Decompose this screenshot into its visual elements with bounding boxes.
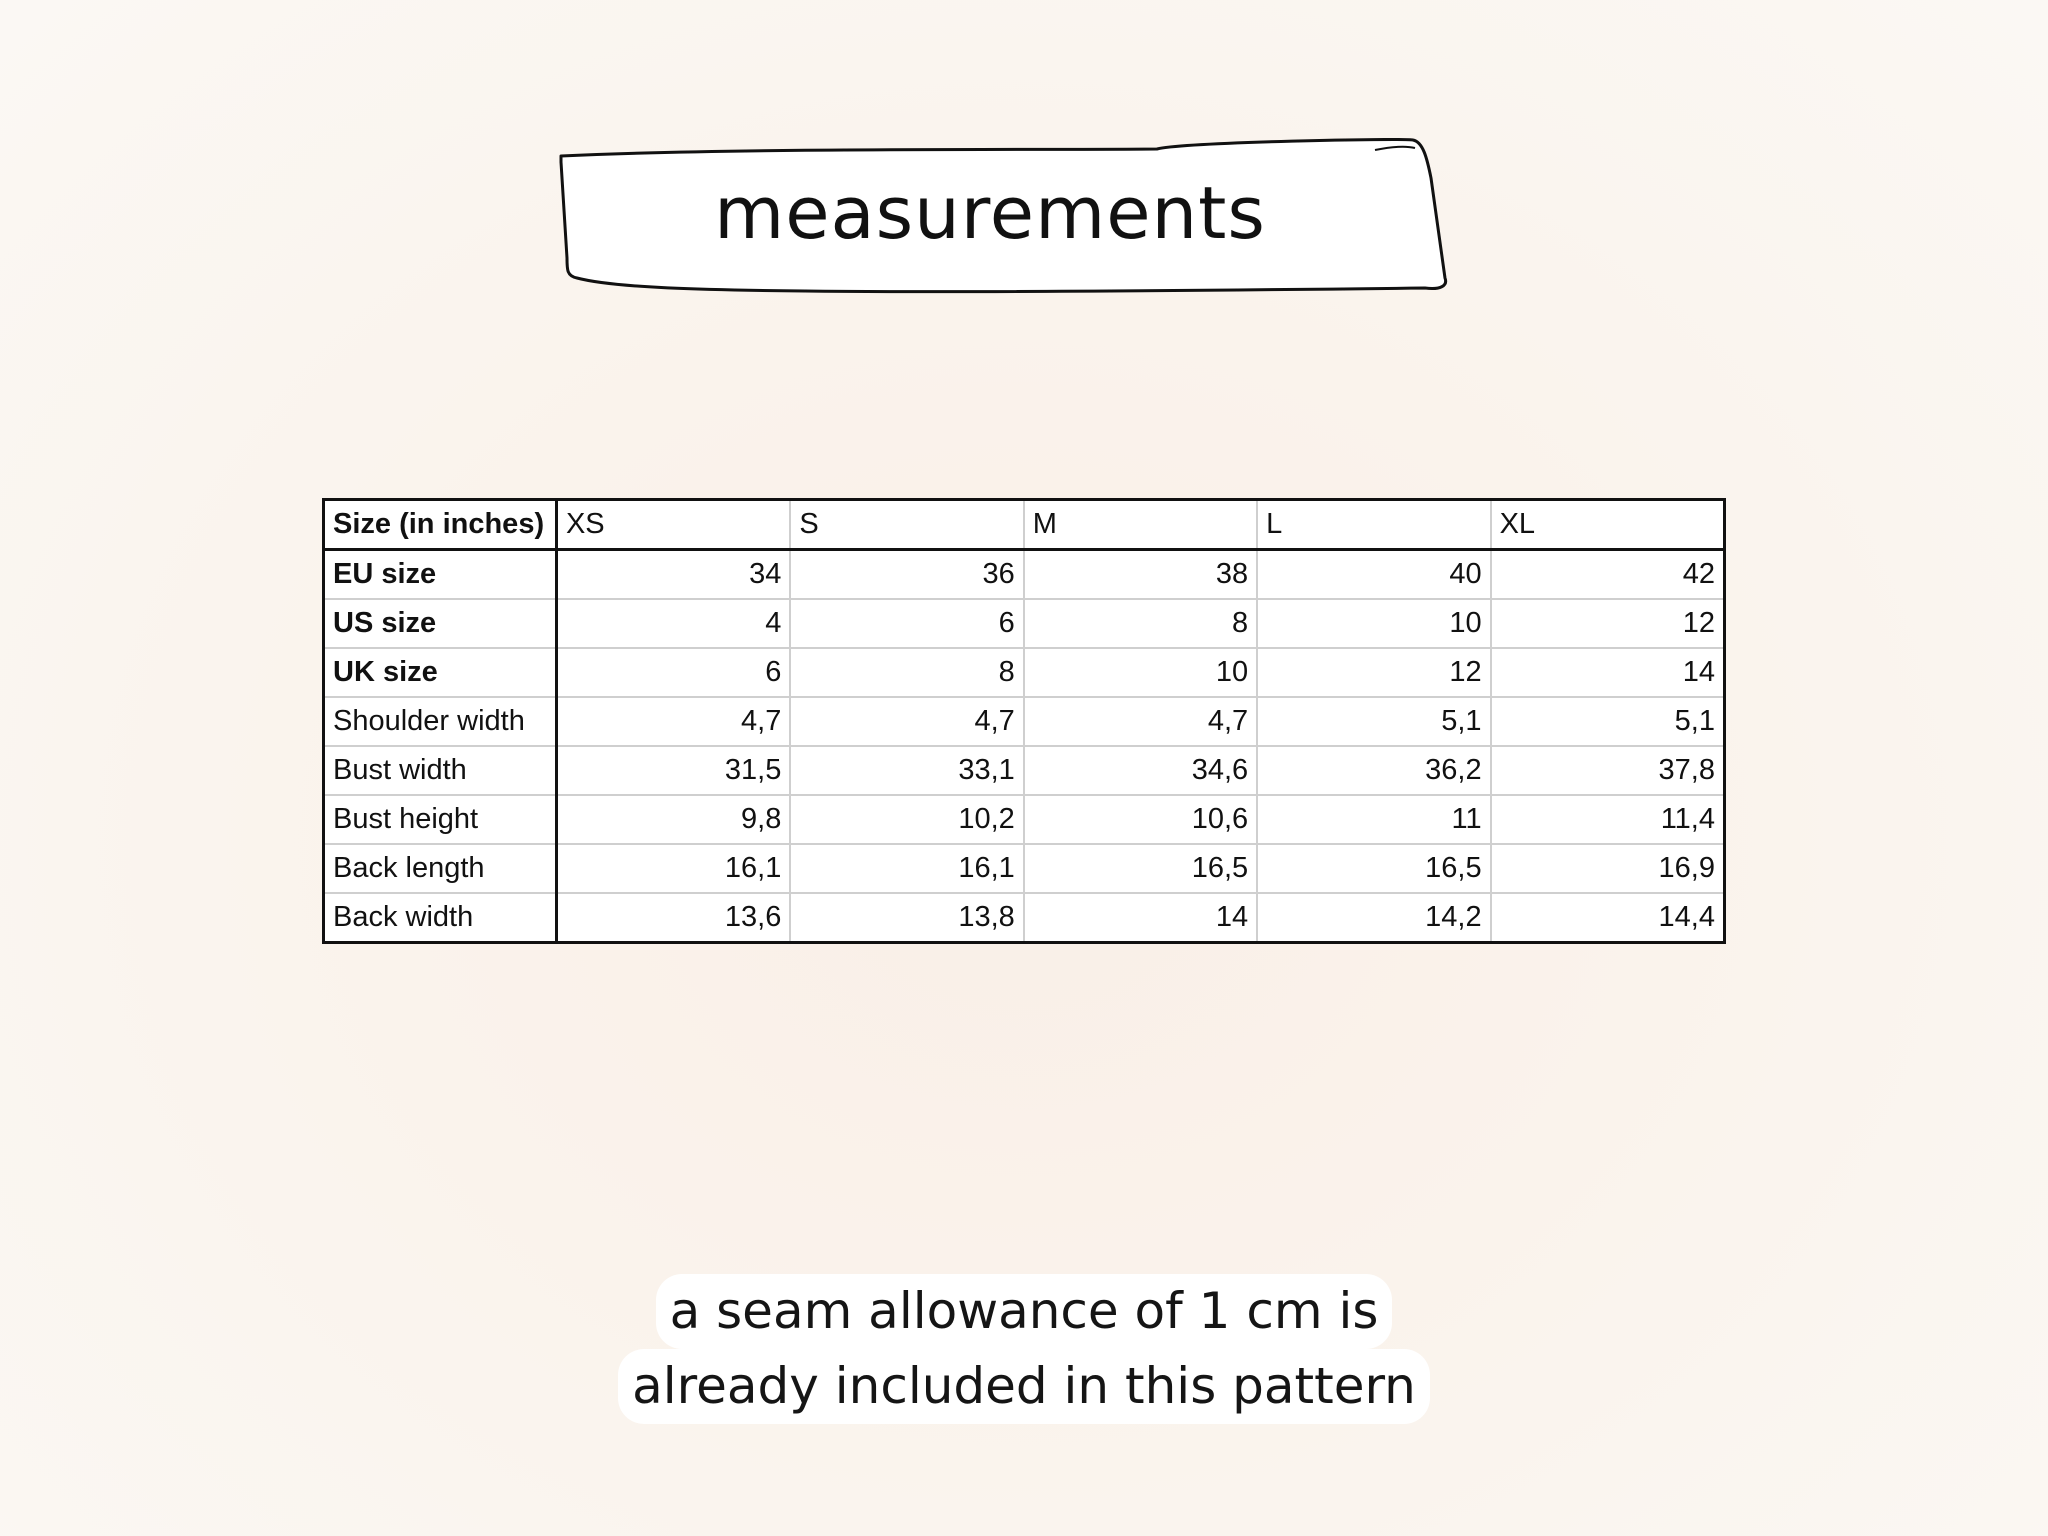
table-cell: 9,8 [556, 795, 790, 844]
table-cell: 16,5 [1024, 844, 1257, 893]
row-label: Bust width [324, 746, 557, 795]
title-banner [555, 138, 1450, 298]
table-cell: 14 [1491, 648, 1725, 697]
table-cell: 38 [1024, 550, 1257, 600]
table-row [324, 844, 1725, 893]
header-cell: XL [1491, 500, 1725, 550]
table-row [324, 648, 1725, 697]
table-cell: 5,1 [1491, 697, 1725, 746]
header-cell: XS [556, 500, 790, 550]
row-label: Back width [324, 893, 557, 943]
measurements-table [322, 498, 1726, 944]
table-cell: 13,8 [790, 893, 1023, 943]
table-cell: 37,8 [1491, 746, 1725, 795]
table-cell: 8 [790, 648, 1023, 697]
table-cell: 36,2 [1257, 746, 1490, 795]
table-cell: 16,5 [1257, 844, 1490, 893]
row-label: EU size [324, 550, 557, 600]
table-cell: 4 [556, 599, 790, 648]
seam-allowance-note [0, 1274, 2048, 1424]
table-cell: 34 [556, 550, 790, 600]
table-row [324, 893, 1725, 943]
table-cell: 10 [1257, 599, 1490, 648]
table-header-row [324, 500, 1725, 550]
table-cell: 10 [1024, 648, 1257, 697]
table-cell: 11 [1257, 795, 1490, 844]
table-cell: 16,1 [556, 844, 790, 893]
table-cell: 13,6 [556, 893, 790, 943]
table-cell: 4,7 [556, 697, 790, 746]
row-label: US size [324, 599, 557, 648]
table-cell: 42 [1491, 550, 1725, 600]
table-cell: 16,1 [790, 844, 1023, 893]
row-label: Bust height [324, 795, 557, 844]
table-cell: 4,7 [1024, 697, 1257, 746]
table-cell: 11,4 [1491, 795, 1725, 844]
table-row [324, 746, 1725, 795]
table-cell: 36 [790, 550, 1023, 600]
table-cell: 12 [1257, 648, 1490, 697]
header-cell: S [790, 500, 1023, 550]
row-label: Shoulder width [324, 697, 557, 746]
note-line-1: a seam allowance of 1 cm is [656, 1274, 1393, 1349]
table-cell: 40 [1257, 550, 1490, 600]
header-cell: Size (in inches) [324, 500, 557, 550]
table-row [324, 599, 1725, 648]
header-cell: M [1024, 500, 1257, 550]
note-line-2: already included in this pattern [618, 1349, 1430, 1424]
table-row [324, 550, 1725, 600]
table-cell: 14 [1024, 893, 1257, 943]
page-title: measurements [714, 171, 1266, 255]
table-cell: 14,2 [1257, 893, 1490, 943]
table-row [324, 795, 1725, 844]
table-cell: 16,9 [1491, 844, 1725, 893]
table-cell: 10,2 [790, 795, 1023, 844]
table-cell: 6 [556, 648, 790, 697]
table-cell: 5,1 [1257, 697, 1490, 746]
table-cell: 10,6 [1024, 795, 1257, 844]
row-label: Back length [324, 844, 557, 893]
table-cell: 6 [790, 599, 1023, 648]
table-row [324, 697, 1725, 746]
table-cell: 12 [1491, 599, 1725, 648]
table-cell: 31,5 [556, 746, 790, 795]
row-label: UK size [324, 648, 557, 697]
header-cell: L [1257, 500, 1490, 550]
table-cell: 4,7 [790, 697, 1023, 746]
table-cell: 8 [1024, 599, 1257, 648]
table-cell: 33,1 [790, 746, 1023, 795]
table-cell: 34,6 [1024, 746, 1257, 795]
table-cell: 14,4 [1491, 893, 1725, 943]
